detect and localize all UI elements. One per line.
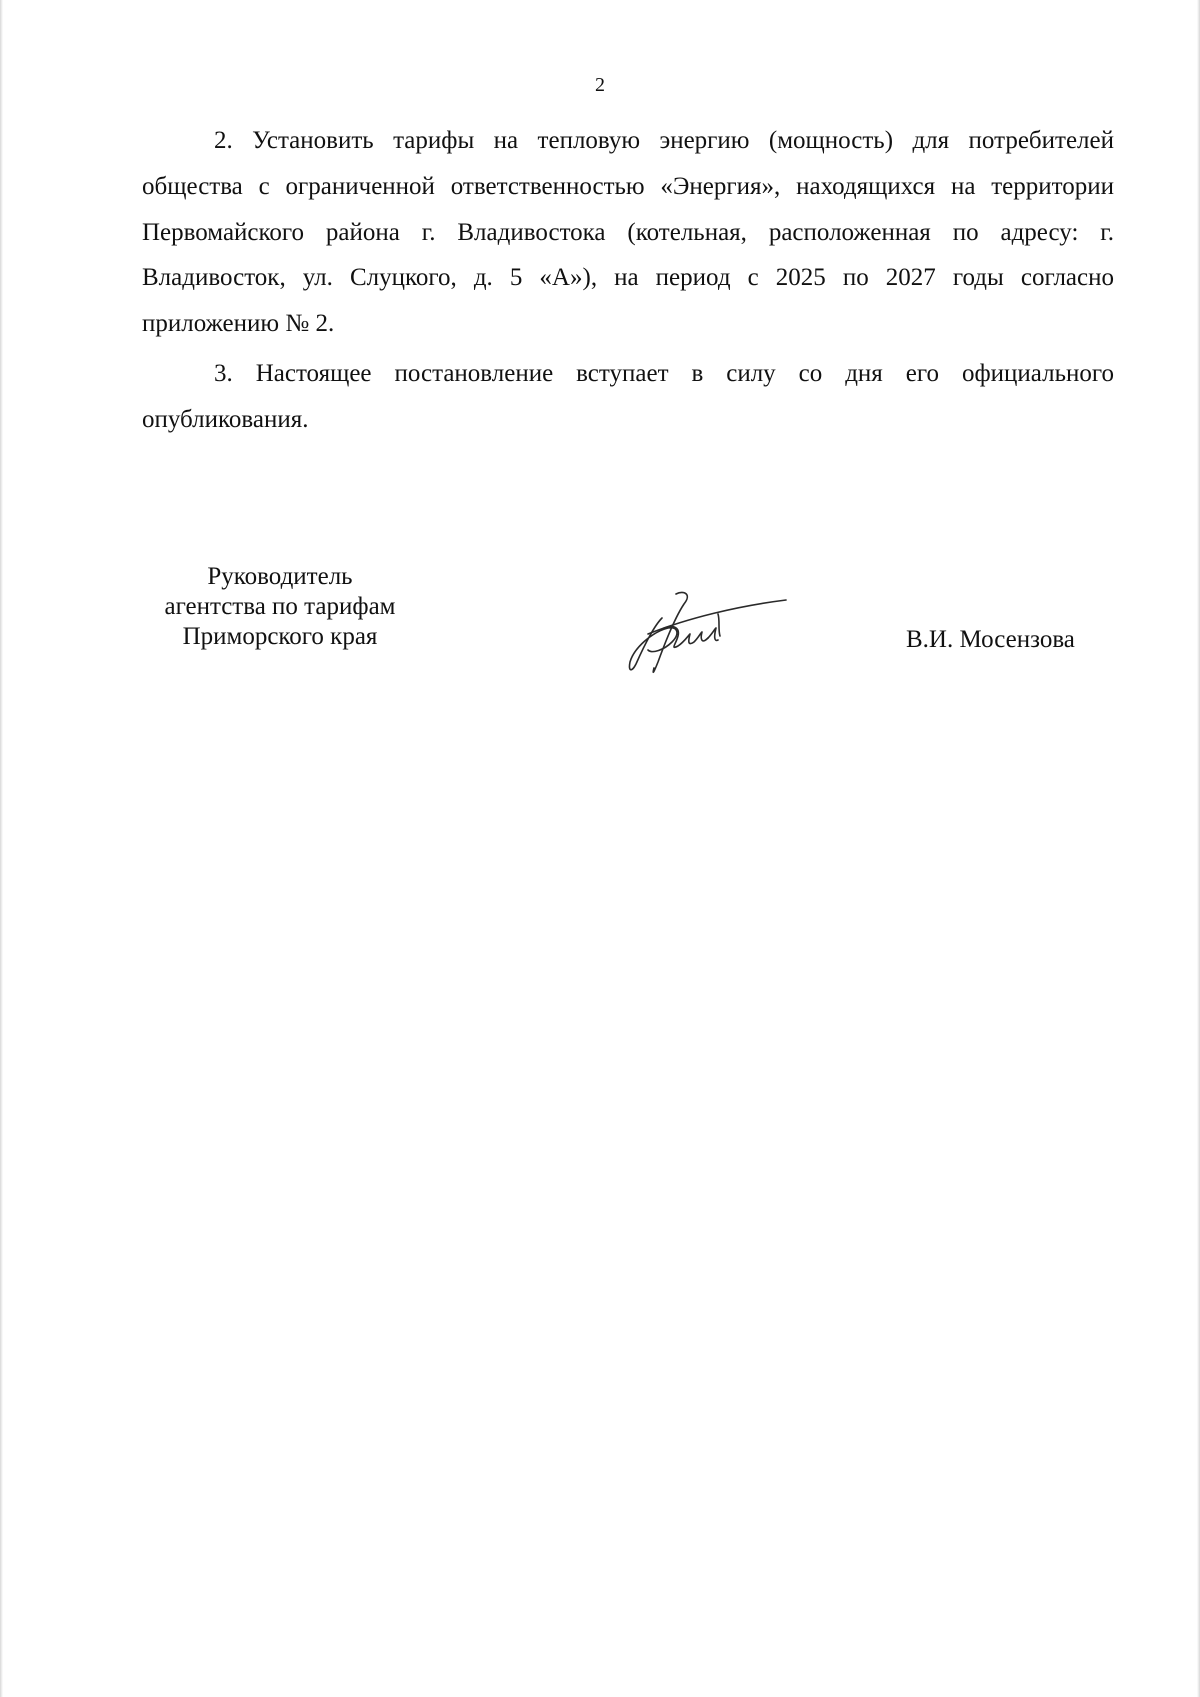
signatory-title	[140, 562, 420, 652]
document-body	[142, 118, 1114, 443]
paragraph-3: 3. Настоящее постановление вступает в силу со дня его официального опубликования.	[142, 359, 1114, 433]
paragraph-2: 2. Установить тарифы на тепловую энергию (мощность) для потребителей общества с ограниченной ответственностью «Энергия», находящихся на территории Первомайского района г. Владивостока (котельная, расположенная по адресу: г. Владивосток, ул. Слуцкого, д. 5 «А»), на период с 2025 по 2027 годы согласно приложению № 2.	[142, 127, 1114, 338]
signatory-name: В.И. Мосензова	[906, 626, 1075, 653]
signatory-title-line: Руководитель	[207, 563, 353, 590]
signatory-title-line: агентства по тарифам	[164, 593, 396, 620]
scan-edge-left	[0, 0, 3, 1697]
signatory-title-line: Приморского края	[182, 623, 378, 650]
page-number: 2	[595, 74, 605, 96]
handwritten-signature-icon	[618, 588, 788, 678]
